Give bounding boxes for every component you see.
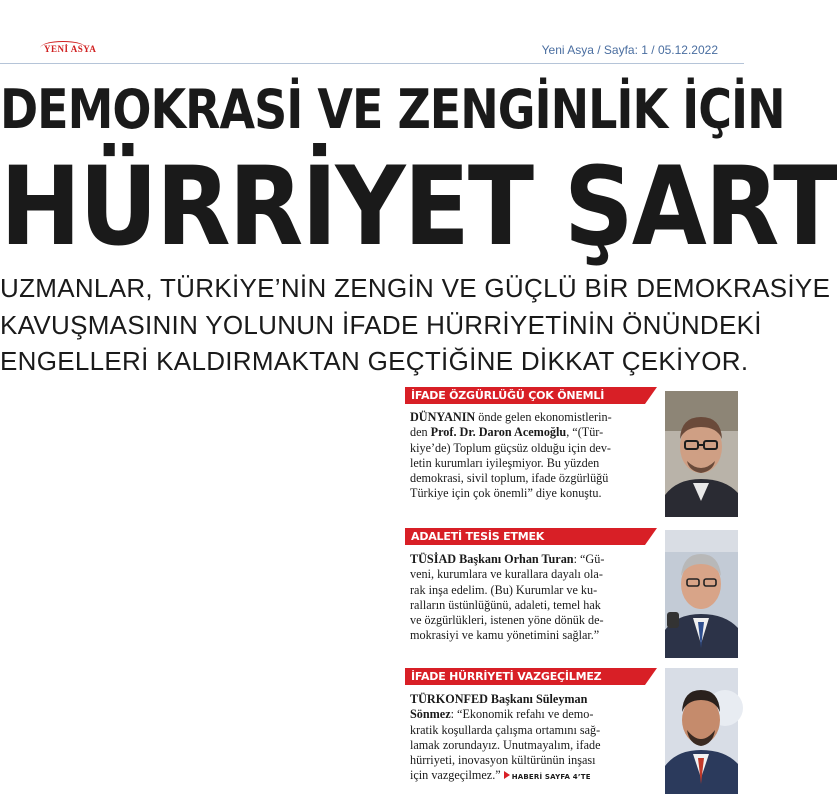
subheadline-line-3: ENGELLERİ KALDIRMAKTAN GEÇTİĞİNE DİKKAT ÇEKİYOR.	[0, 346, 749, 376]
headline-line-1: DEMOKRASİ VE ZENGİNLİK İÇİN	[0, 77, 785, 141]
story-text: kiye’de) Toplum güçsüz olduğu için dev-	[410, 440, 611, 455]
story-text: mokrasiyi ve kamu yönetimini sağlar.”	[410, 628, 600, 643]
story-text: kratik koşullarda çalışma ortamını sağ-	[410, 722, 601, 737]
story-text: : “Ekonomik refahı ve demo-	[450, 707, 594, 722]
story-lead: DÜNYANIN	[410, 410, 476, 424]
story-text: : “Gü-	[573, 552, 605, 566]
story-orhan-turan	[405, 528, 743, 660]
story-text: ve özgürlükleri, istenen yöne dönük de-	[410, 613, 604, 628]
story-acemoglu	[405, 387, 743, 523]
story-text: demokrasi, sivil toplum, ifade özgürlüğü	[410, 471, 609, 486]
suleyman-sonmez-photo	[665, 668, 738, 794]
title-bar-tip	[645, 528, 657, 545]
person-name: Sönmez	[410, 707, 451, 722]
story-text: için vazgeçilmez.”	[410, 768, 501, 783]
person-name: TÜRKONFED Başkanı Süleyman	[410, 692, 588, 706]
story-suleyman-sonmez	[405, 668, 743, 800]
header-divider	[0, 63, 744, 64]
person-name: Prof. Dr. Daron Acemoğlu	[430, 425, 567, 440]
story-text: ralların üstünlüğünü, adaleti, temel hak	[410, 597, 601, 612]
title-bar-tip	[645, 668, 657, 685]
logo-text: YENİ ASYA	[44, 44, 97, 54]
logo-arc-decoration	[40, 41, 86, 55]
story-text: önde gelen ekonomistlerin-	[475, 410, 612, 424]
title-bar-tip	[645, 387, 657, 404]
story-text: rak inşa edelim. (Bu) Kurumlar ve ku-	[410, 582, 598, 597]
story-text: Türkiye için çok önemli” diye konuştu.	[410, 486, 602, 501]
story-title-bar: ADALETİ TESİS ETMEK	[405, 528, 645, 545]
arrow-right-icon	[504, 771, 510, 779]
story-title-bar: İFADE ÖZGÜRLÜĞÜ ÇOK ÖNEMLİ	[405, 387, 645, 404]
story-title-bar: İFADE HÜRRİYETİ VAZGEÇİLMEZ	[405, 668, 645, 685]
person-name: TÜSİAD Başkanı Orhan Turan	[410, 552, 574, 566]
story-text: hürriyeti, inovasyon kültürünün inşası	[410, 753, 596, 768]
story-text: den	[410, 425, 431, 440]
page-meta: Yeni Asya / Sayfa: 1 / 05.12.2022	[541, 43, 718, 57]
story-text: letin kurumları iyileşmiyor. Bu yüzden	[410, 455, 600, 470]
story-body	[410, 410, 658, 502]
yeni-asya-logo	[44, 44, 96, 54]
story-text: lamak zorundayız. Unutmayalım, ifade	[410, 737, 601, 752]
daron-acemoglu-photo	[665, 391, 738, 517]
story-body	[410, 692, 658, 786]
story-text: , “(Tür-	[566, 425, 604, 440]
subheadline-line-2: KAVUŞMASININ YOLUNUN İFADE HÜRRİYETİNİN ÖNÜNDEKİ	[0, 310, 762, 340]
headline-line-2: HÜRRİYET ŞART	[0, 143, 837, 270]
story-text: veni, kurumlara ve kurallara dayalı ola-	[410, 567, 603, 582]
subheadline-line-1: UZMANLAR, TÜRKİYE’NİN ZENGİN VE GÜÇLÜ BİR DEMOKRASİYE	[0, 273, 831, 303]
orhan-turan-photo	[665, 530, 738, 658]
page-header	[0, 0, 744, 62]
story-body	[410, 552, 658, 644]
continued-page-link[interactable]: HABERİ SAYFA 4’TE	[511, 773, 591, 782]
